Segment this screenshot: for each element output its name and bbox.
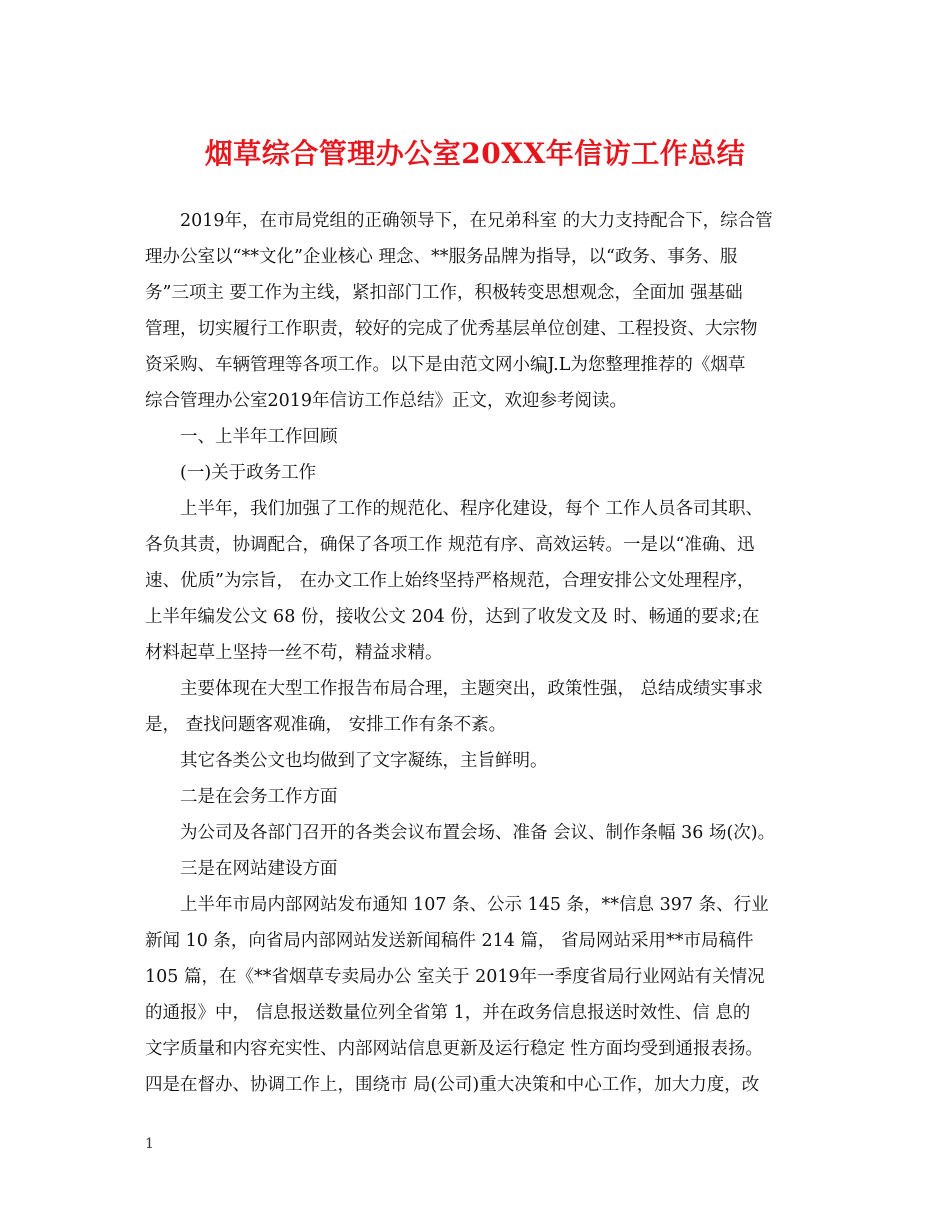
- text-line: 主要体现在大型工作报告布局合理，主题突出，政策性强， 总结成绩实事求: [180, 679, 764, 699]
- text-line: 其它各类公文也均做到了文字凝练，主旨鲜明。: [180, 751, 548, 771]
- text-line: 一、上半年工作回顾: [180, 427, 338, 447]
- text-line: 务”三项主 要工作为主线，紧扣部门工作，积极转变思想观念，全面加 强基础: [145, 283, 743, 303]
- document-title: 烟草综合管理办公室20XX年信访工作总结: [204, 137, 746, 170]
- text-line: 三是在网站建设方面: [180, 859, 338, 879]
- text-line: 速、优质”为宗旨， 在办文工作上始终坚持严格规范，合理安排公文处理程序，: [145, 571, 755, 591]
- text-line: (一)关于政务工作: [180, 463, 317, 483]
- text-line: 理办公室以“**文化”企业核心 理念、**服务品牌为指导，以“政务、事务、服: [145, 247, 738, 267]
- text-line: 是， 查找问题客观准确， 安排工作有条不紊。: [145, 715, 507, 735]
- text-line: 二是在会务工作方面: [180, 787, 338, 807]
- text-line: 综合管理办公室2019年信访工作总结》正文，欢迎参考阅读。: [145, 391, 628, 411]
- document-body: [145, 203, 810, 1103]
- text-line: 新闻 10 条，向省局内部网站发送新闻稿件 214 篇， 省局网站采用**市局稿件: [145, 931, 754, 951]
- text-line: 资采购、车辆管理等各项工作。以下是由范文网小编J.L为您整理推荐的《烟草: [145, 355, 746, 375]
- text-line: 的通报》中， 信息报送数量位列全省第 1，并在政务信息报送时效性、信 息的: [145, 1003, 751, 1023]
- text-line: 上半年，我们加强了工作的规范化、程序化建设，每个 工作人员各司其职、: [180, 499, 764, 519]
- text-line: 为公司及各部门召开的各类会议布置会场、准备 会议、制作条幅 36 场(次)。: [180, 823, 776, 843]
- page-number: 1: [145, 1136, 154, 1152]
- text-line: 2019年，在市局党组的正确领导下，在兄弟科室 的大力支持配合下，综合管: [180, 211, 773, 231]
- text-line: 文字质量和内容充实性、内部网站信息更新及运行稳定 性方面均受到通报表扬。: [145, 1039, 764, 1059]
- text-line: 管理，切实履行工作职责，较好的完成了优秀基层单位创建、工程投资、大宗物: [145, 319, 758, 339]
- text-line: 各负其责，协调配合，确保了各项工作 规范有序、高效运转。一是以“准确、迅: [145, 535, 755, 555]
- text-line: 四是在督办、协调工作上，围绕市 局(公司)重大决策和中心工作，加大力度，改: [145, 1075, 760, 1095]
- text-line: 105 篇，在《**省烟草专卖局办公 室关于 2019年一季度省局行业网站有关情况: [145, 967, 765, 987]
- text-line: 上半年编发公文 68 份，接收公文 204 份，达到了收发文及 时、畅通的要求;在: [145, 607, 760, 627]
- text-line: 材料起草上坚持一丝不苟，精益求精。: [145, 643, 443, 663]
- text-line: 上半年市局内部网站发布通知 107 条、公示 145 条，**信息 397 条、行业: [180, 895, 769, 915]
